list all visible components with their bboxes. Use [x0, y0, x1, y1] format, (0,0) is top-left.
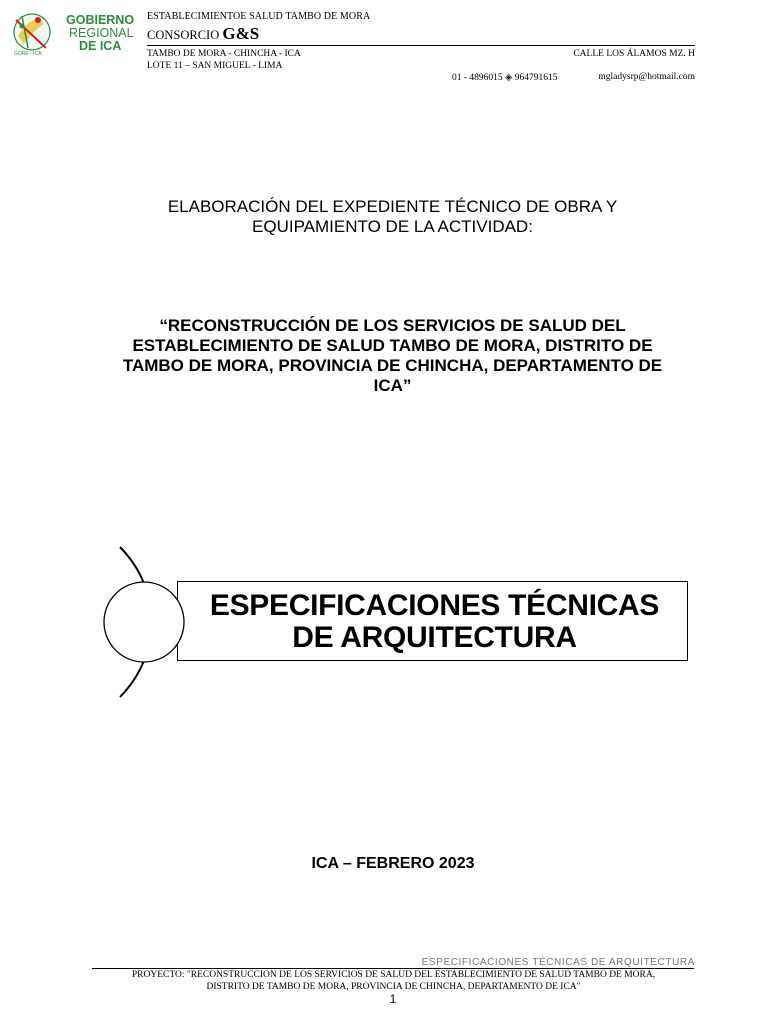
project-line-1: “RECONSTRUCCIÓN DE LOS SERVICIOS DE SALUD DEL	[159, 316, 626, 335]
header-lot: LOTE 11 – SAN MIGUEL - LIMA	[147, 61, 283, 71]
svg-text:REGIONAL: REGIONAL	[69, 26, 134, 40]
document-title	[177, 590, 692, 654]
title-line-2: DE ARQUITECTURA	[292, 621, 577, 654]
project-title	[90, 316, 695, 396]
consortium-prefix: CONSORCIO	[147, 28, 220, 42]
gobierno-regional-ica-logo	[8, 8, 136, 58]
header-divider	[147, 45, 695, 46]
footer-project	[96, 969, 691, 993]
title-line-1: ESPECIFICACIONES TÉCNICAS	[209, 589, 660, 622]
project-line-4: ICA”	[373, 376, 412, 395]
intro-line-2: EQUIPAMIENTO DE LA ACTIVIDAD:	[252, 217, 533, 236]
page-number: 1	[389, 992, 397, 1006]
header-establishment: ESTABLECIMIENTOE SALUD TAMBO DE MORA	[147, 11, 371, 22]
header-location: TAMBO DE MORA - CHINCHA - ICA	[147, 49, 301, 59]
svg-text:GOBIERNO: GOBIERNO	[66, 13, 135, 27]
document-date: ICA – FEBRERO 2023	[311, 855, 475, 872]
header-address: CALLE LOS ÁLAMOS MZ. H	[573, 49, 695, 59]
project-line-2: ESTABLECIMIENTO DE SALUD TAMBO DE MORA, DISTRITO DE	[132, 336, 653, 355]
svg-text:DE ICA: DE ICA	[79, 39, 122, 53]
footer-project-line-2: DISTRITO DE TAMBO DE MORA, PROVINCIA DE CHINCHA, DEPARTAMENTO DE ICA"	[206, 982, 581, 992]
intro-line-1: ELABORACIÓN DEL EXPEDIENTE TÉCNICO DE OBRA Y	[167, 197, 618, 216]
header-phone: 01 - 4896015 ◈ 964791615	[452, 73, 558, 83]
header-consortium	[147, 24, 259, 44]
gore-ica-seal-icon	[8, 8, 136, 58]
header-email: mgladysrp@hotmail.com	[598, 72, 695, 82]
footer-project-line-1: PROYECTO: "RECONSTRUCCION DE LOS SERVICIOS DE SALUD DEL ESTABLECIMIENTO DE SALUD TAMBO DE MORA,	[131, 970, 656, 980]
seal-text: GORE - ICA	[14, 51, 42, 57]
intro-heading	[80, 197, 705, 237]
consortium-name: G&S	[222, 24, 260, 43]
project-line-3: TAMBO DE MORA, PROVINCIA DE CHINCHA, DEPARTAMENTO DE	[122, 356, 663, 375]
footer-section-label: ESPECIFICACIONES TÉCNICAS DE ARQUITECTURA	[421, 957, 695, 968]
